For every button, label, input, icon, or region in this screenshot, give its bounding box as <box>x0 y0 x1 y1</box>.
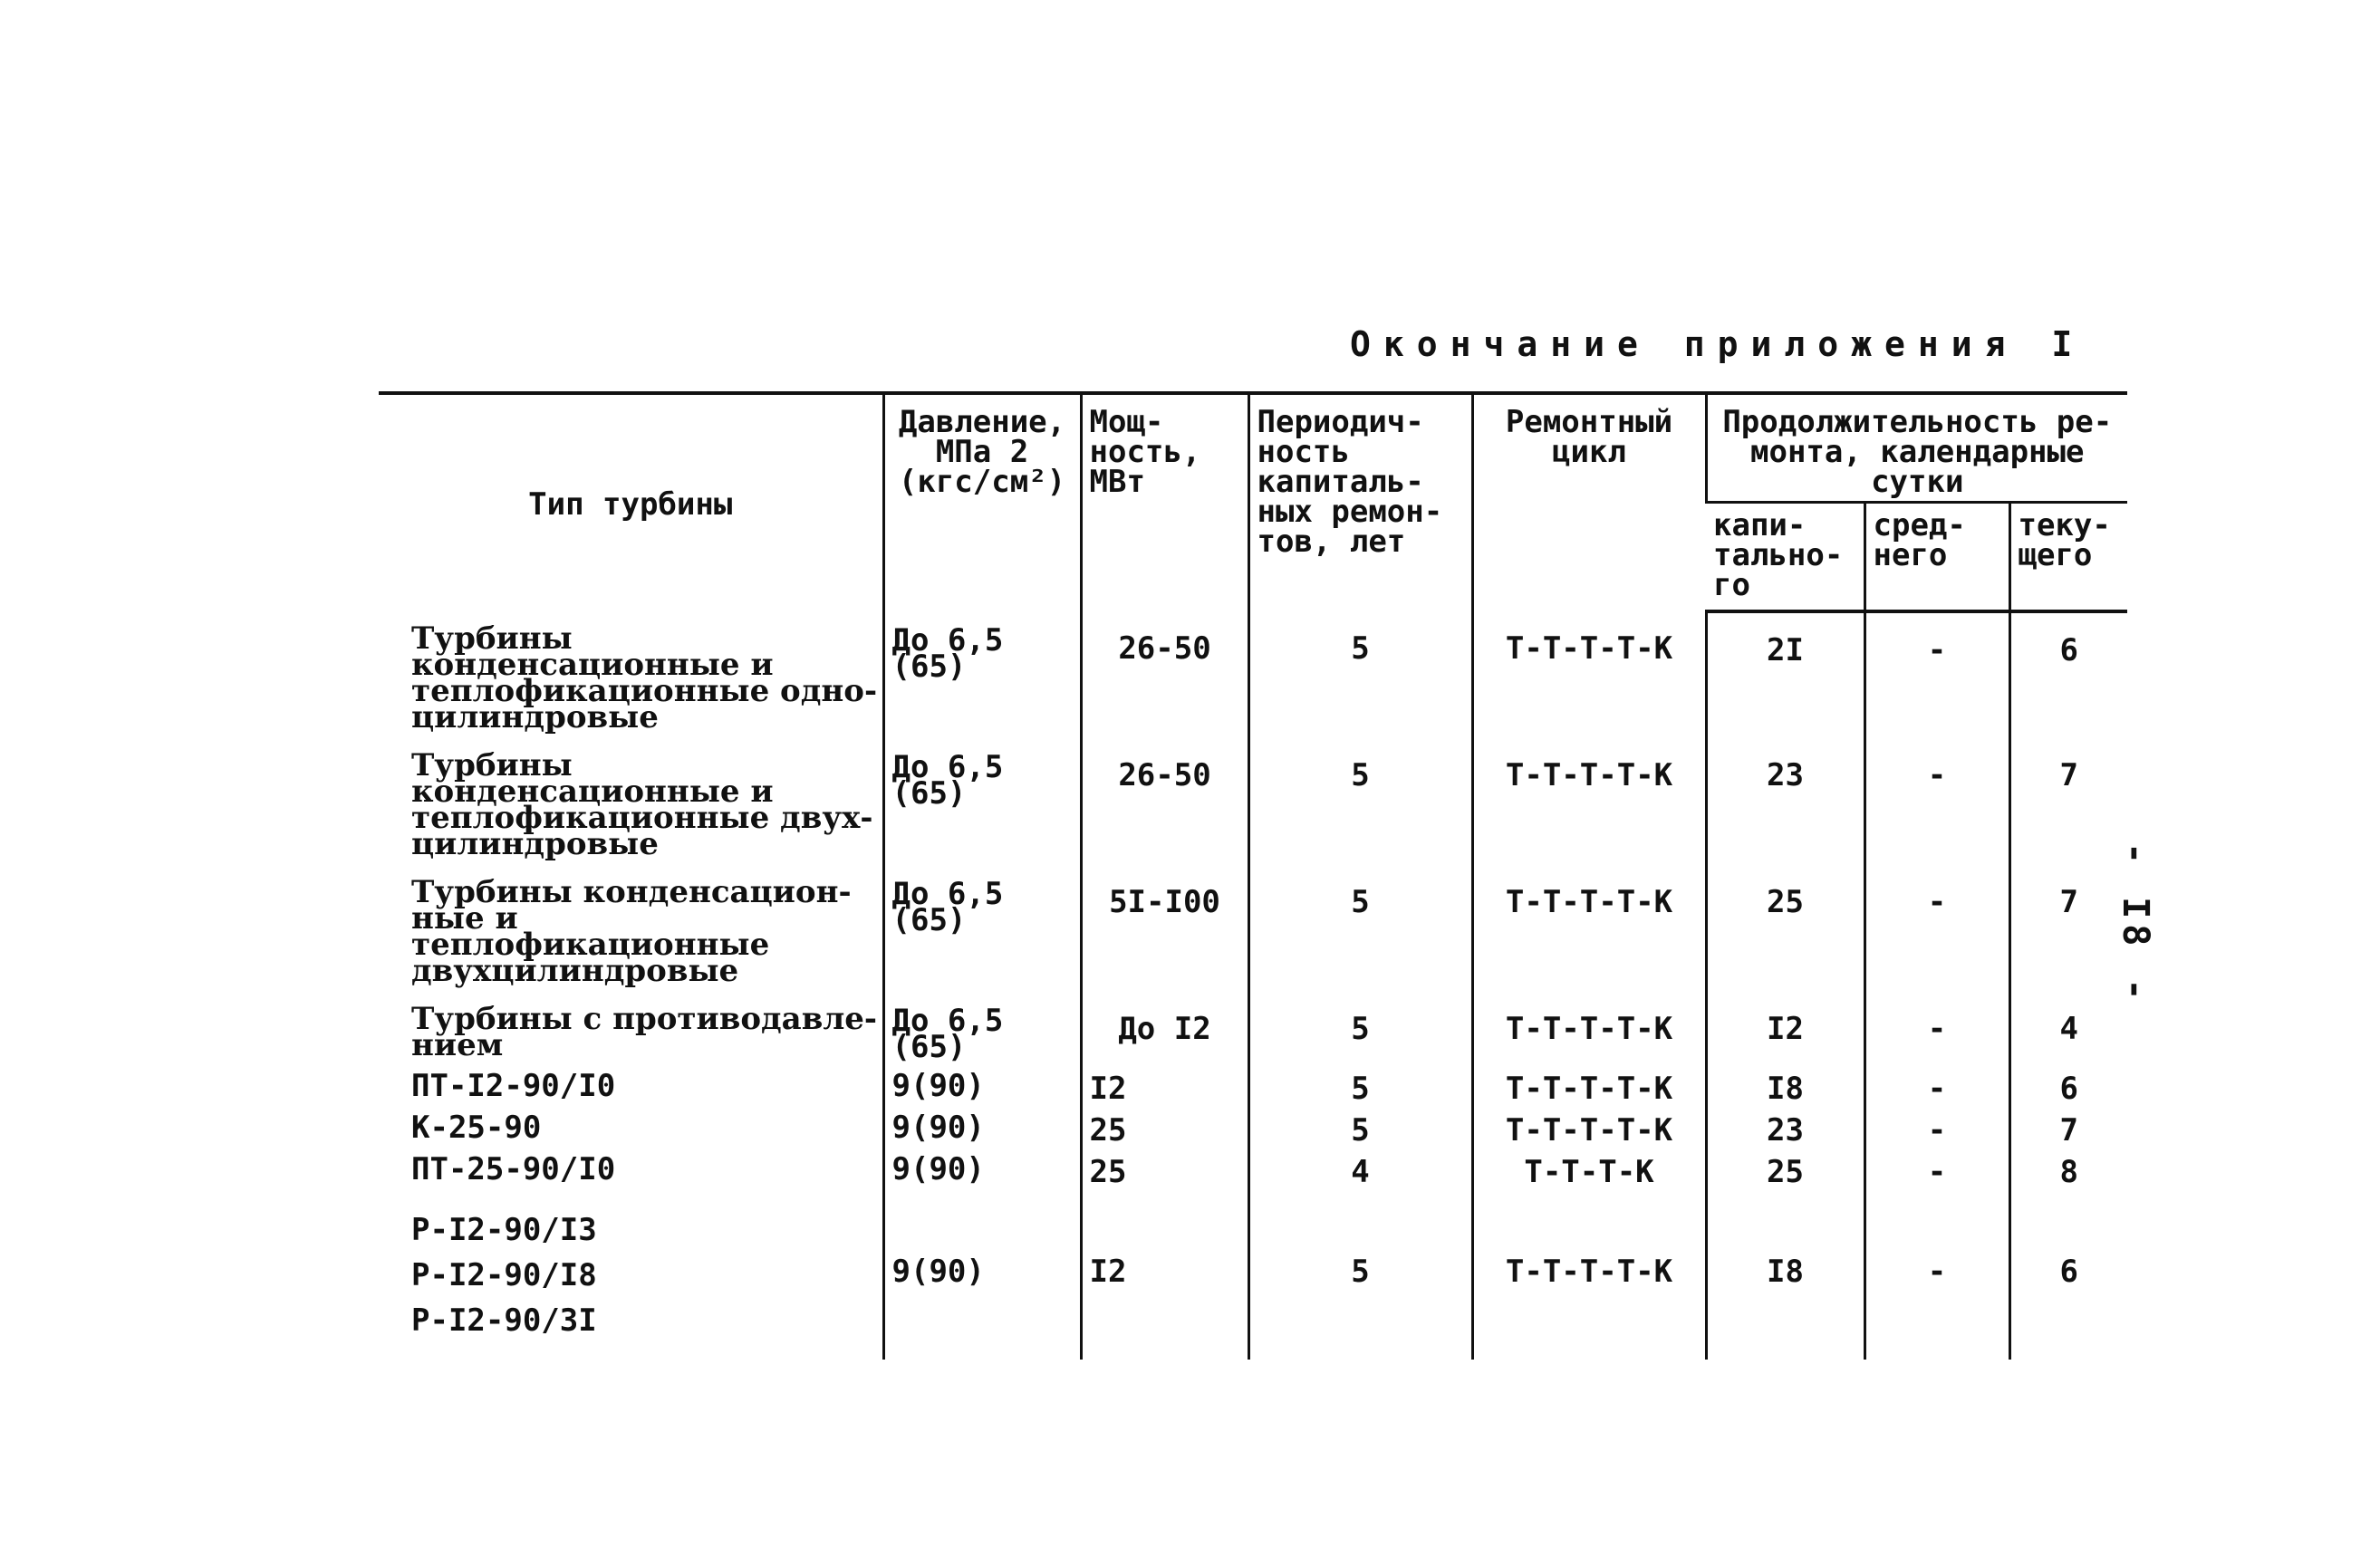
cell-period: 5 <box>1248 1193 1472 1360</box>
turbine-model-name: Р-I2-90/I3 <box>411 1212 597 1248</box>
cell-pressure: 9(90) <box>883 1151 1081 1193</box>
cell-cycle: Т-Т-Т-Т-К <box>1472 1193 1706 1360</box>
cell-capital: 25 <box>1706 865 1864 992</box>
cell-capital: I8 <box>1706 1068 1864 1110</box>
table-row <box>379 865 2127 992</box>
table-row <box>379 738 2127 865</box>
cell-pressure: До 6,5 (65) <box>883 992 1081 1068</box>
turbine-model-name: Р-I2-90/3I <box>411 1302 597 1339</box>
cell-power: 25 <box>1081 1110 1248 1151</box>
header-cycle: Ремонтный цикл <box>1472 393 1706 611</box>
cell-current: 7 <box>2009 1110 2127 1151</box>
cell-period: 5 <box>1248 611 1472 738</box>
table-body <box>379 611 2127 1360</box>
header-medium: сред- него <box>1864 503 2009 612</box>
cell-cycle: Т-Т-Т-Т-К <box>1472 611 1706 738</box>
header-power: Мощ- ность, МВт <box>1081 393 1248 611</box>
cell-period: 5 <box>1248 1068 1472 1110</box>
cell-capital: 23 <box>1706 738 1864 865</box>
cell-type: Турбины конденсационные и теплофикационные двух- цилиндровые <box>411 747 873 862</box>
cell-current: 4 <box>2009 992 2127 1068</box>
cell-current: 7 <box>2009 865 2127 992</box>
cell-power: 26-50 <box>1081 738 1248 865</box>
cell-pressure: 9(90) <box>883 1110 1081 1151</box>
cell-period: 5 <box>1248 992 1472 1068</box>
cell-medium: - <box>1864 611 2009 738</box>
cell-period: 5 <box>1248 1110 1472 1151</box>
cell-pressure: До 6,5 (65) <box>883 865 1081 992</box>
page-number: - I8 - <box>2115 842 2156 1006</box>
cell-medium: - <box>1864 738 2009 865</box>
cell-current: 6 <box>2009 1068 2127 1110</box>
header-current: теку- щего <box>2009 503 2127 612</box>
table-row <box>379 1151 2127 1193</box>
header-type: Тип турбины <box>379 393 883 611</box>
cell-capital: 25 <box>1706 1151 1864 1193</box>
cell-current: 7 <box>2009 738 2127 865</box>
cell-period: 5 <box>1248 738 1472 865</box>
table-row <box>379 611 2127 738</box>
cell-period: 5 <box>1248 865 1472 992</box>
cell-medium: - <box>1864 865 2009 992</box>
cell-type <box>379 1193 883 1360</box>
cell-pressure: 9(90) <box>883 1193 1081 1360</box>
cell-current: 6 <box>2009 1193 2127 1360</box>
cell-medium: - <box>1864 992 2009 1068</box>
table-row <box>379 992 2127 1068</box>
cell-pressure: До 6,5 (65) <box>883 738 1081 865</box>
cell-capital: 23 <box>1706 1110 1864 1151</box>
cell-type: К-25-90 <box>411 1110 542 1146</box>
cell-cycle: Т-Т-Т-Т-К <box>1472 992 1706 1068</box>
header-capital: капи- тально- го <box>1706 503 1864 612</box>
cell-power: До I2 <box>1081 992 1248 1068</box>
cell-medium: - <box>1864 1193 2009 1360</box>
cell-medium: - <box>1864 1110 2009 1151</box>
cell-cycle: Т-Т-Т-Т-К <box>1472 738 1706 865</box>
cell-type: Турбины конденсацион- ные и теплофикационные двухцилиндровые <box>411 874 852 989</box>
table-row <box>379 1068 2127 1110</box>
cell-type: ПТ-25-90/I0 <box>411 1151 616 1187</box>
cell-power: I2 <box>1081 1193 1248 1360</box>
cell-period: 4 <box>1248 1151 1472 1193</box>
turbine-model-name: Р-I2-90/I8 <box>411 1257 597 1293</box>
table-row <box>379 1193 2127 1360</box>
turbine-repair-table <box>379 391 2127 1360</box>
cell-current: 8 <box>2009 1151 2127 1193</box>
turbine-repair-table-container <box>379 391 2127 1360</box>
cell-pressure: 9(90) <box>883 1068 1081 1110</box>
header-period: Периодич- ность капиталь- ных ремон- тов, лет <box>1248 393 1472 611</box>
cell-power: 26-50 <box>1081 611 1248 738</box>
cell-power: 5I-I00 <box>1081 865 1248 992</box>
cell-capital: I8 <box>1706 1193 1864 1360</box>
cell-cycle: Т-Т-Т-Т-К <box>1472 865 1706 992</box>
cell-type: Турбины с противодавле- нием <box>411 1001 878 1063</box>
table-header <box>379 393 2127 611</box>
cell-pressure: До 6,5 (65) <box>883 611 1081 738</box>
header-duration-group: Продолжительность ре- монта, календарные сутки <box>1706 393 2127 503</box>
cell-cycle: Т-Т-Т-Т-К <box>1472 1110 1706 1151</box>
cell-current: 6 <box>2009 611 2127 738</box>
cell-medium: - <box>1864 1068 2009 1110</box>
table-row <box>379 1110 2127 1151</box>
cell-type: ПТ-I2-90/I0 <box>411 1068 616 1104</box>
cell-type: Турбины конденсационные и теплофикационные одно- цилиндровые <box>411 620 878 735</box>
cell-cycle: Т-Т-Т-К <box>1472 1151 1706 1193</box>
cell-cycle: Т-Т-Т-Т-К <box>1472 1068 1706 1110</box>
cell-power: 25 <box>1081 1151 1248 1193</box>
cell-capital: 2I <box>1706 611 1864 738</box>
cell-power: I2 <box>1081 1068 1248 1110</box>
cell-capital: I2 <box>1706 992 1864 1068</box>
header-pressure: Давление, МПа 2 (кгс/см²) <box>883 393 1081 611</box>
cell-medium: - <box>1864 1151 2009 1193</box>
appendix-heading: Окончание приложения I <box>1350 324 2086 364</box>
